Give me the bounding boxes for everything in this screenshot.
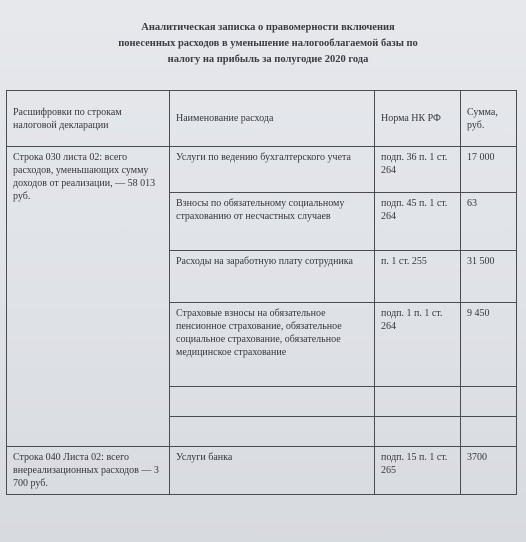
group2-label: Строка 040 Листа 02: всего внереализационных расходов — 3 700 руб. (7, 447, 170, 495)
title-line-3: налогу на прибыль за полугодие 2020 года (167, 54, 369, 65)
row-name: Страховые взносы на обязательное пенсионное страхование, обязательное социальное страхование, обязательное медицинское страхование (170, 303, 375, 387)
table-header-row (7, 91, 517, 147)
empty-cell (461, 387, 517, 417)
expense-table (6, 90, 517, 495)
header-sum: Сумма, руб. (461, 91, 517, 147)
title-line-1: Аналитическая записка о правомерности включения (141, 22, 395, 33)
header-norm: Норма НК РФ (375, 91, 461, 147)
table-row (7, 147, 517, 193)
row-norm: подп. 45 п. 1 ст. 264 (375, 193, 461, 251)
header-name: Наименование расхода (170, 91, 375, 147)
table-row (7, 447, 517, 495)
row-norm: подп. 36 п. 1 ст. 264 (375, 147, 461, 193)
empty-cell (375, 417, 461, 447)
row-norm: п. 1 ст. 255 (375, 251, 461, 303)
row-name: Взносы по обязательному социальному страхованию от несчастных случаев (170, 193, 375, 251)
empty-cell (170, 417, 375, 447)
row-sum: 3700 (461, 447, 517, 495)
row-sum: 17 000 (461, 147, 517, 193)
row-sum: 63 (461, 193, 517, 251)
document-title (40, 20, 496, 68)
header-decode: Расшифровки по строкам налоговой декларации (7, 91, 170, 147)
title-line-2: понесенных расходов в уменьшение налогооблагаемой базы по (118, 38, 418, 49)
row-norm: подп. 1 п. 1 ст. 264 (375, 303, 461, 387)
empty-cell (461, 417, 517, 447)
row-norm: подп. 15 п. 1 ст. 265 (375, 447, 461, 495)
row-name: Расходы на заработную плату сотрудника (170, 251, 375, 303)
group1-label: Строка 030 листа 02: всего расходов, уменьшающих сумму доходов от реализации, — 58 013 руб. (7, 147, 170, 447)
row-sum: 9 450 (461, 303, 517, 387)
row-name: Услуги по ведению бухгалтерского учета (170, 147, 375, 193)
row-sum: 31 500 (461, 251, 517, 303)
empty-cell (170, 387, 375, 417)
row-name: Услуги банка (170, 447, 375, 495)
empty-cell (375, 387, 461, 417)
